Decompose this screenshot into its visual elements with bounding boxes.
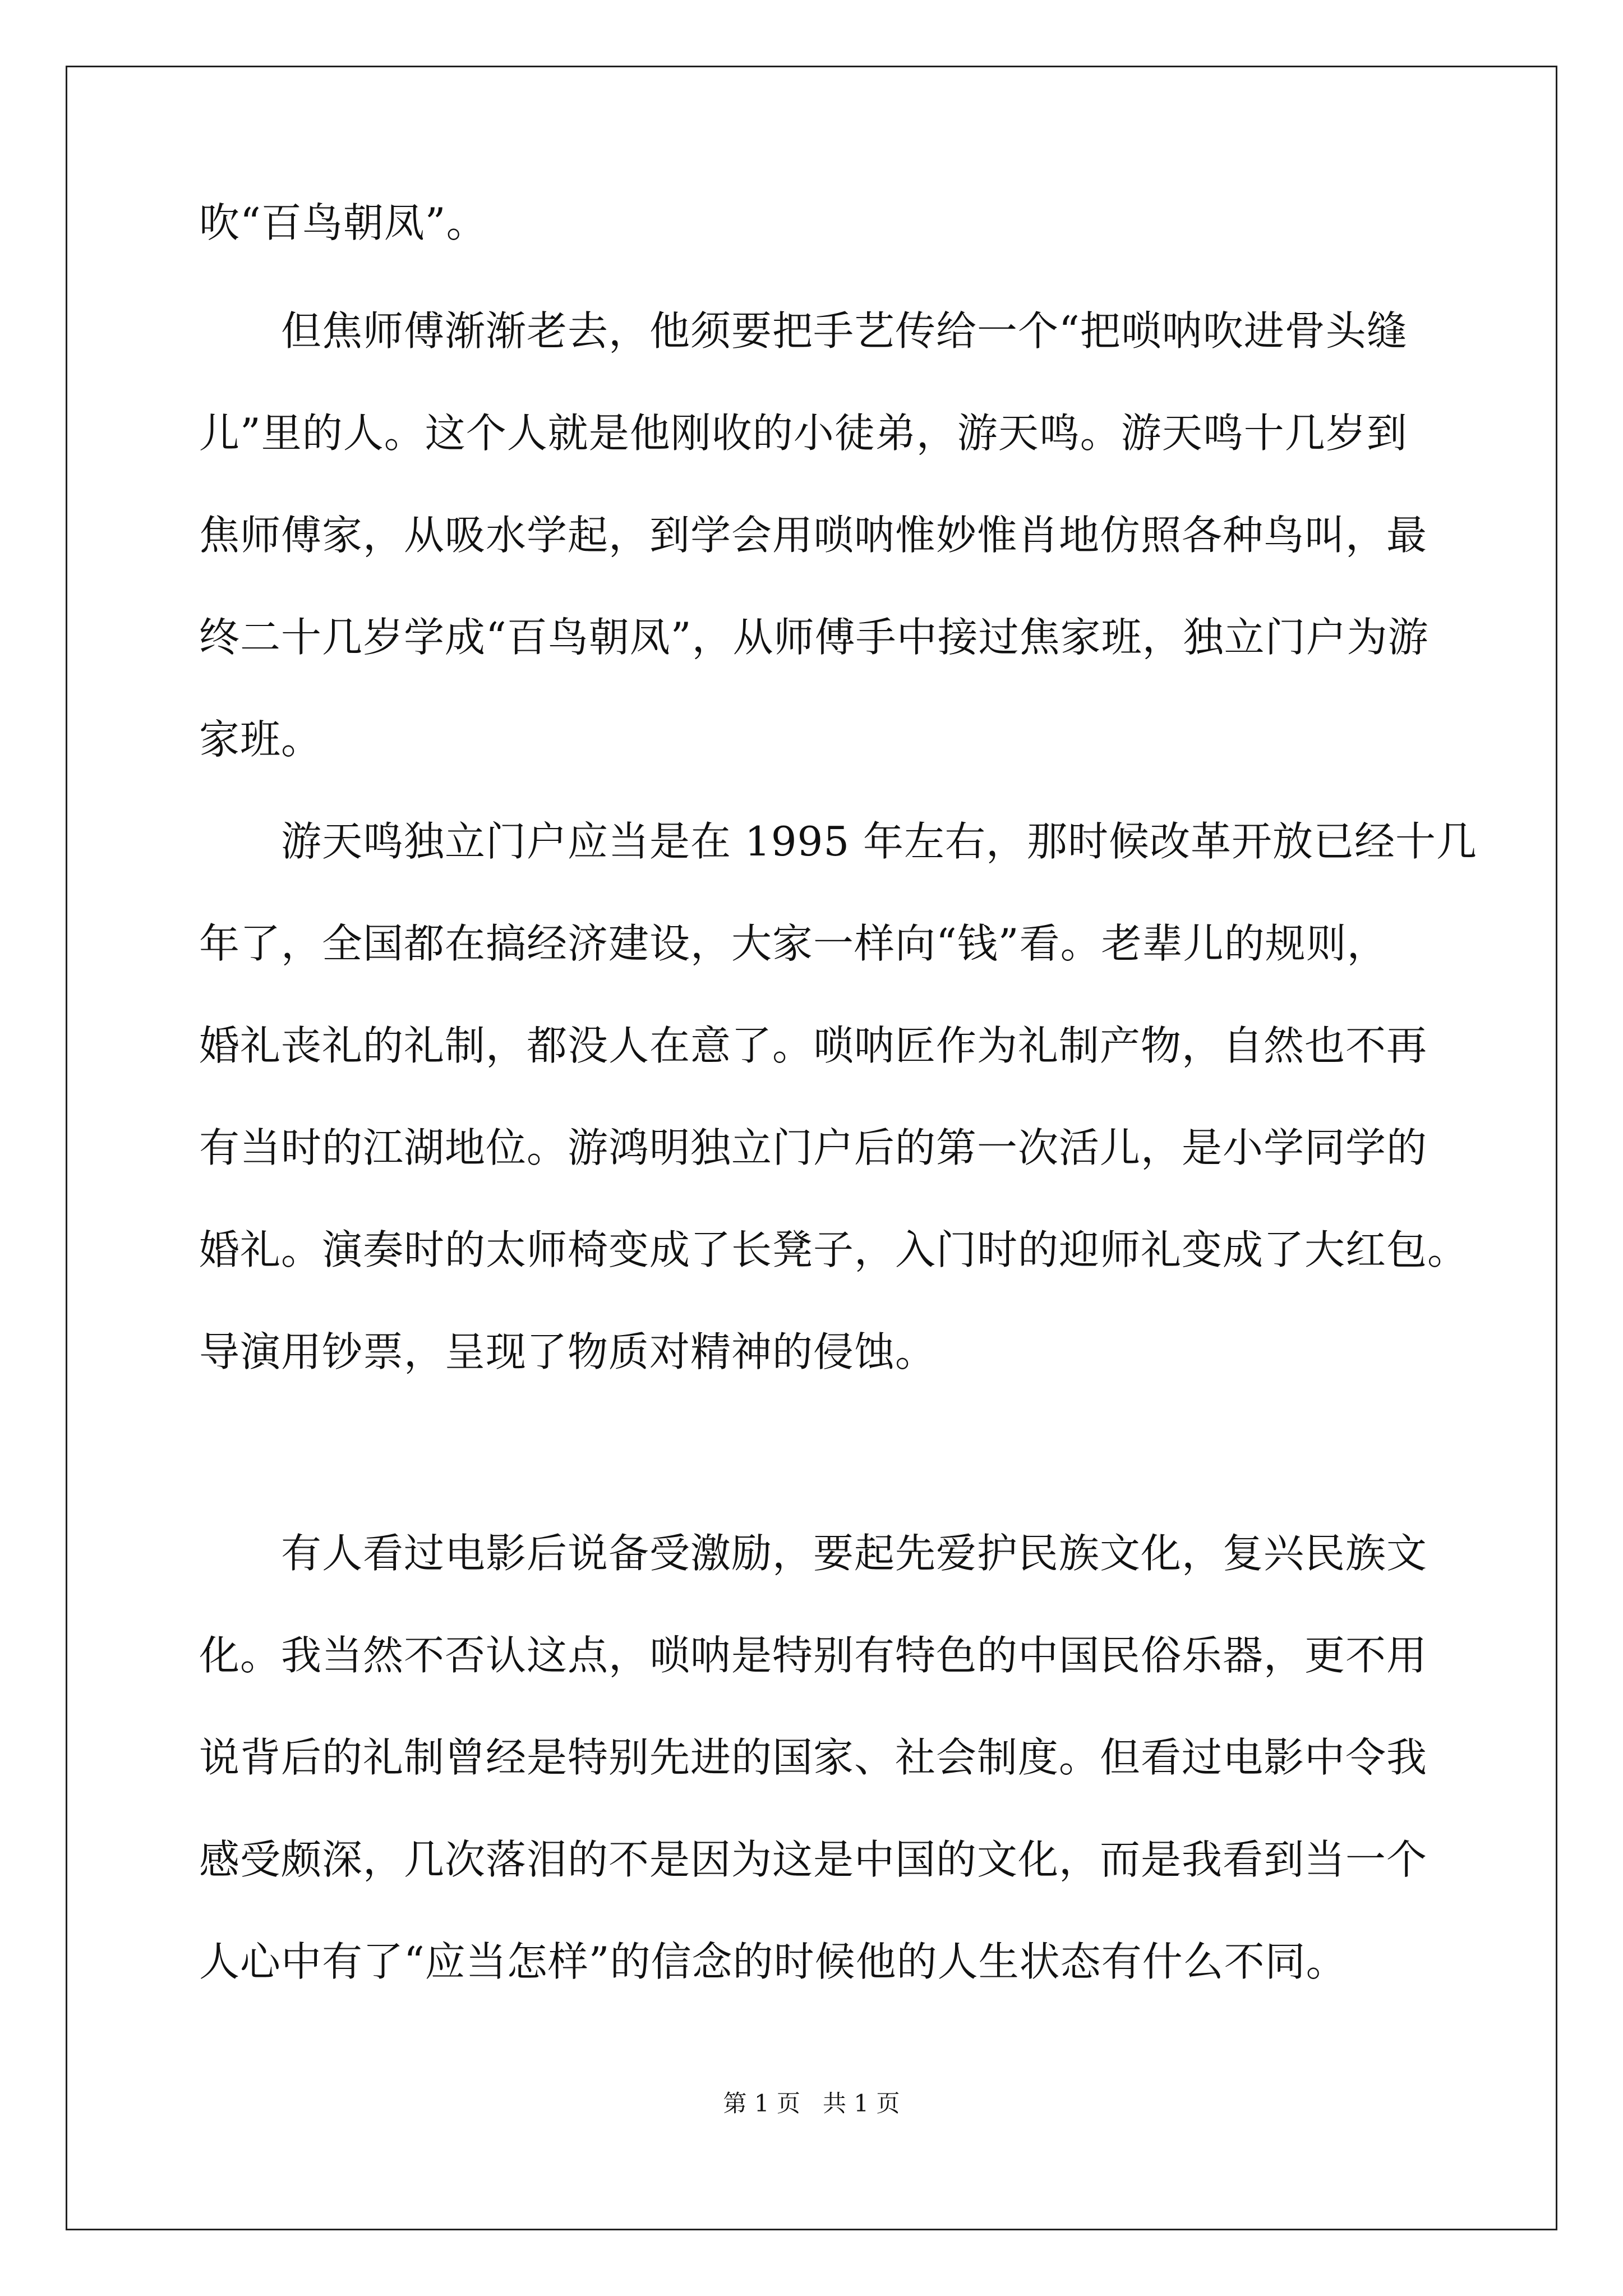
- text-line: 婚礼。演奏时的太师椅变成了长凳子，入门时的迎师礼变成了大红包。: [199, 1226, 1469, 1273]
- text-line: 有当时的江湖地位。游鸿明独立门户后的第一次活儿，是小学同学的: [199, 1124, 1428, 1171]
- text-line: 吹“百鸟朝凤”。: [199, 199, 487, 246]
- text-line: 年了，全国都在搞经济建设，大家一样向“钱”看。老辈儿的规则，: [199, 920, 1388, 967]
- page-footer: [0, 2090, 1623, 2118]
- text-line: 焦师傅家，从吸水学起，到学会用唢呐惟妙惟肖地仿照各种鸟叫，最: [199, 512, 1428, 559]
- text-line: 感受颇深，几次落泪的不是因为这是中国的文化，而是我看到当一个: [199, 1836, 1428, 1883]
- text-line: 说背后的礼制曾经是特别先进的国家、社会制度。但看过电影中令我: [199, 1734, 1428, 1781]
- footer-spacer: [800, 2090, 823, 2117]
- page-number: 第 1 页: [723, 2090, 800, 2117]
- text-line: 儿”里的人。这个人就是他刚收的小徒弟，游天鸣。游天鸣十几岁到: [199, 409, 1408, 457]
- text-line: 婚礼丧礼的礼制，都没人在意了。唢呐匠作为礼制产物，自然也不再: [199, 1022, 1428, 1069]
- text-line: 有人看过电影后说备受激励，要起先爱护民族文化，复兴民族文: [281, 1530, 1428, 1577]
- text-line: 人心中有了“应当怎样”的信念的时候他的人生状态有什么不同。: [199, 1938, 1347, 1985]
- text-line: 家班。: [199, 716, 322, 763]
- text-line: 游天鸣独立门户应当是在 1995 年左右，那时候改革开放已经十几: [281, 818, 1478, 865]
- text-line: 导演用钞票，呈现了物质对精神的侵蚀。: [199, 1328, 937, 1375]
- text-line: 化。我当然不否认这点，唢呐是特别有特色的中国民俗乐器，更不用: [199, 1632, 1428, 1679]
- total-pages: 共 1 页: [823, 2090, 900, 2117]
- text-line: 但焦师傅渐渐老去，他须要把手艺传给一个“把唢呐吹进骨头缝: [281, 307, 1408, 355]
- text-line: 终二十几岁学成“百鸟朝凤”，从师傅手中接过焦家班，独立门户为游: [199, 614, 1429, 661]
